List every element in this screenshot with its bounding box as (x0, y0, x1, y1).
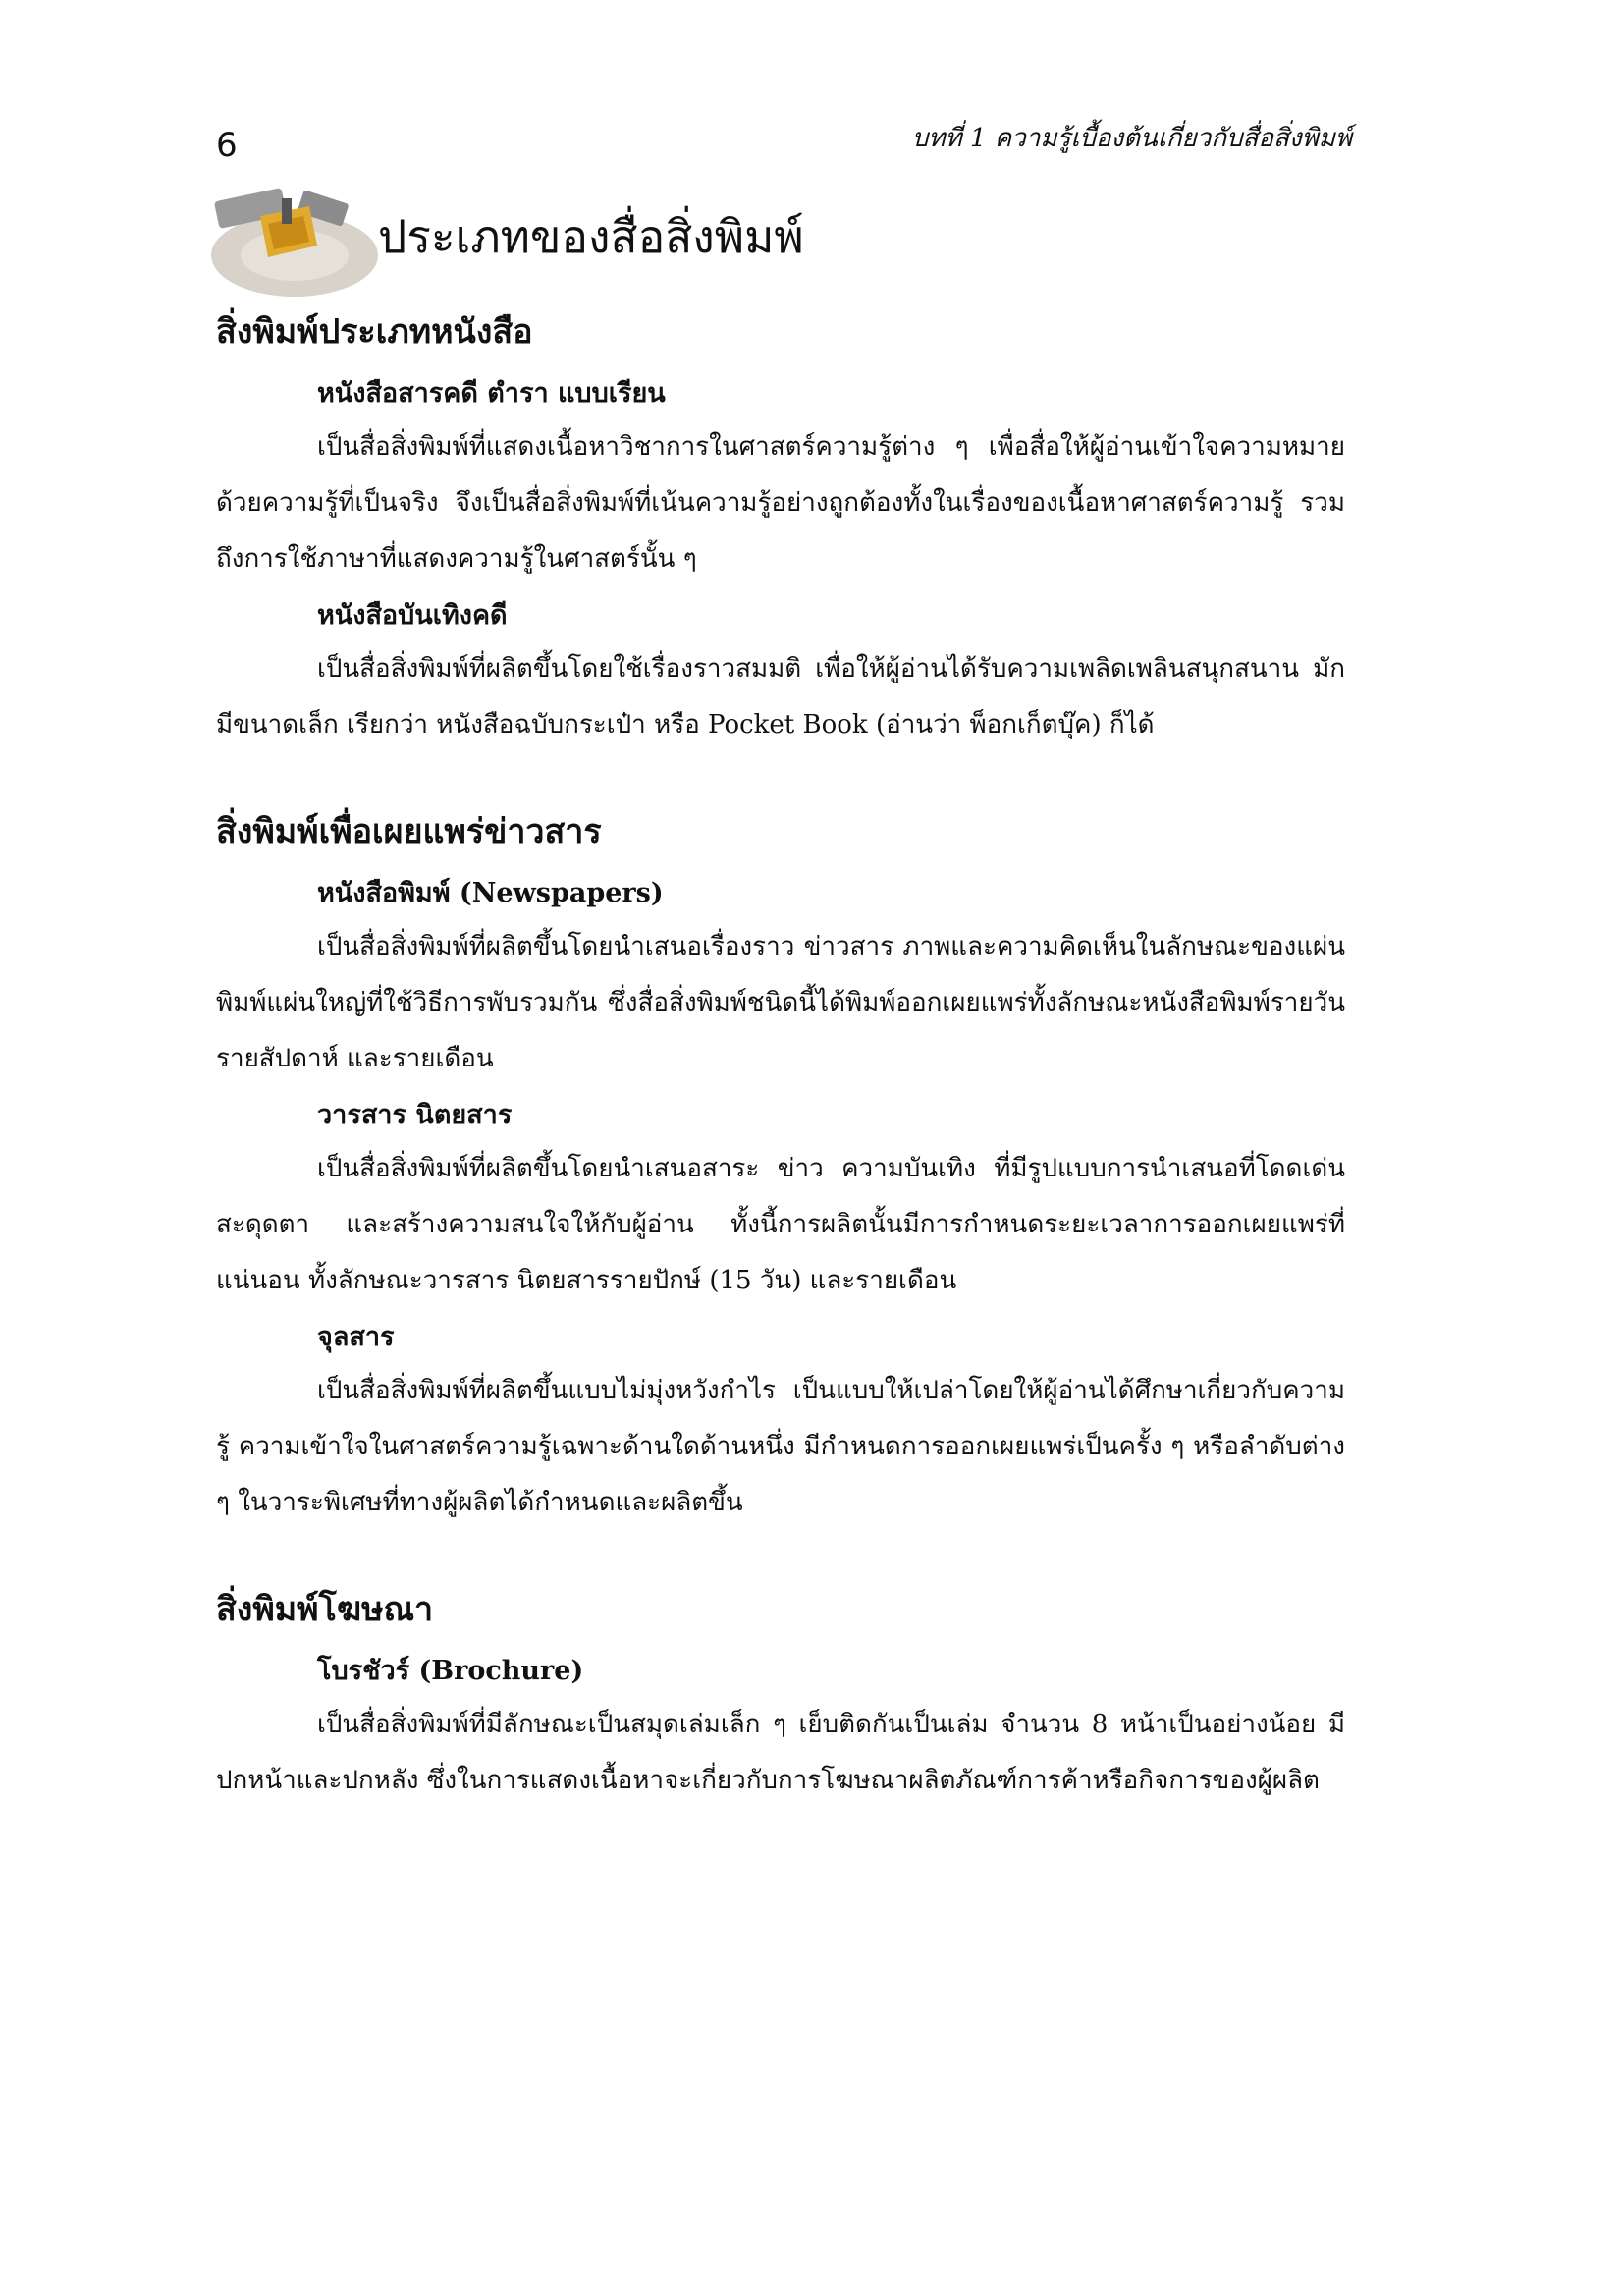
section-heading: สิ่งพิมพ์ประเภทหนังสือ (216, 312, 533, 352)
section-heading: สิ่งพิมพ์โฆษณา (216, 1590, 434, 1629)
paragraph: เป็นสื่อสิ่งพิมพ์ที่ผลิตขึ้นโดยนำเสนอสาระ ข่าว ความบันเทิง ที่มีรูปแบบการนำเสนอที่โดดเด่น สะดุดตา และสร้างความสนใจให้กับผู้อ่าน ทั้งนี้การผลิตนั้นมีการกำหนดระยะเวลาการออกเผยแพร่ที่แน่นอน ทั้งลักษณะวารสาร นิตยสารรายปักษ์ (15 วัน) และรายเดือน (216, 1154, 1345, 1295)
paragraph: เป็นสื่อสิ่งพิมพ์ที่ผลิตขึ้นโดยใช้เรื่องราวสมมติ เพื่อให้ผู้อ่านได้รับความเพลิดเพลินสนุกสนาน มักมีขนาดเล็ก เรียกว่า หนังสือฉบับกระเป๋า หรือ Pocket Book (อ่านว่า พ็อกเก็ตบุ๊ค) ก็ได้ (216, 654, 1345, 739)
subheading: จุลสาร (317, 1322, 395, 1352)
satellite-icon (201, 177, 378, 304)
page-number: 6 (216, 126, 238, 165)
subheading: หนังสือบันเทิงคดี (317, 600, 508, 630)
section-books (216, 304, 1345, 753)
subheading: หนังสือสารคดี ตำรา แบบเรียน (317, 378, 666, 409)
subheading: วารสาร นิตยสาร (317, 1100, 513, 1130)
paragraph: เป็นสื่อสิ่งพิมพ์ที่มีลักษณะเป็นสมุดเล่มเล็ก ๆ เย็บติดกันเป็นเล่ม จำนวน 8 หน้าเป็นอย่างน้อย มีปกหน้าและปกหลัง ซึ่งในการแสดงเนื้อหาจะเกี่ยวกับการโฆษณาผลิตภัณฑ์การค้าหรือกิจการของผู้ผลิต (216, 1710, 1345, 1795)
subheading: โบรชัวร์ (Brochure) (317, 1656, 584, 1686)
paragraph: เป็นสื่อสิ่งพิมพ์ที่ผลิตขึ้นแบบไม่มุ่งหวังกำไร เป็นแบบให้เปล่าโดยให้ผู้อ่านได้ศึกษาเกี่ยวกับความรู้ ความเข้าใจในศาสตร์ความรู้เฉพาะด้านใดด้านหนึ่ง มีกำหนดการออกเผยแพร่เป็นครั้ง ๆ หรือลำดับต่าง ๆ ในวาระพิเศษที่ทางผู้ผลิตได้กำหนดและผลิตขึ้น (216, 1376, 1345, 1517)
section-news (216, 804, 1345, 1531)
section-advertising (216, 1582, 1345, 1809)
paragraph: เป็นสื่อสิ่งพิมพ์ที่แสดงเนื้อหาวิชาการในศาสตร์ความรู้ต่าง ๆ เพื่อสื่อให้ผู้อ่านเข้าใจความหมายด้วยความรู้ที่เป็นจริง จึงเป็นสื่อสิ่งพิมพ์ที่เน้นความรู้อย่างถูกต้องทั้งในเรื่องของเนื้อหาศาสตร์ความรู้ รวมถึงการใช้ภาษาที่แสดงความรู้ในศาสตร์นั้น ๆ (216, 432, 1345, 574)
paragraph: เป็นสื่อสิ่งพิมพ์ที่ผลิตขึ้นโดยนำเสนอเรื่องราว ข่าวสาร ภาพและความคิดเห็นในลักษณะของแผ่นพิมพ์แผ่นใหญ่ที่ใช้วิธีการพับรวมกัน ซึ่งสื่อสิ่งพิมพ์ชนิดนี้ได้พิมพ์ออกเผยแพร่ทั้งลักษณะหนังสือพิมพ์รายวัน รายสัปดาห์ และรายเดือน (216, 932, 1345, 1073)
section-heading: สิ่งพิมพ์เพื่อเผยแพร่ข่าวสาร (216, 812, 602, 851)
document-body (216, 304, 1345, 1809)
chapter-title: ประเภทของสื่อสิ่งพิมพ์ (378, 210, 804, 263)
running-header: บทที่ 1 ความรู้เบื้องต้นเกี่ยวกับสื่อสิ่งพิมพ์ (911, 124, 1352, 153)
subheading: หนังสือพิมพ์ (Newspapers) (317, 878, 664, 908)
